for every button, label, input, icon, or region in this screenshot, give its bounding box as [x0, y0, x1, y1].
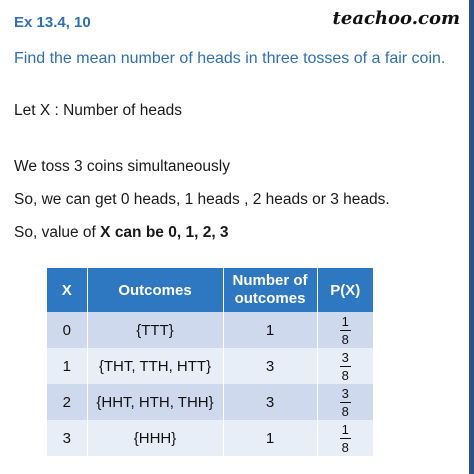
fraction	[340, 387, 351, 418]
table-row	[47, 312, 373, 348]
fraction	[340, 423, 351, 454]
header-x: X	[47, 268, 87, 312]
header-px: P(X)	[317, 268, 373, 312]
table-header-row	[47, 268, 373, 312]
value-line-bold: X can be 0, 1, 2, 3	[100, 224, 229, 241]
fraction	[340, 351, 351, 382]
fraction-numerator: 3	[341, 385, 349, 401]
cell-count: 3	[223, 384, 317, 420]
table-row	[47, 384, 373, 420]
fraction-numerator: 1	[341, 313, 349, 329]
cell-probability	[317, 420, 373, 456]
exercise-heading: Ex 13.4, 10	[14, 14, 91, 31]
cell-probability	[317, 348, 373, 384]
fraction	[340, 315, 351, 346]
cell-outcomes: {TTT}	[87, 312, 223, 348]
fraction-bar	[340, 366, 351, 367]
fraction-numerator: 1	[341, 421, 349, 437]
fraction-bar	[340, 402, 351, 403]
probability-table	[47, 268, 373, 456]
toss-line: We toss 3 coins simultaneously	[14, 158, 230, 175]
value-line-prefix: So, value of	[14, 224, 101, 241]
brand-logo: teachoo.com	[332, 8, 460, 29]
cell-outcomes: {THT, TTH, HTT}	[87, 348, 223, 384]
fraction-denominator: 8	[341, 367, 349, 383]
cell-probability	[317, 384, 373, 420]
fraction-numerator: 3	[341, 349, 349, 365]
header-outcomes: Outcomes	[87, 268, 223, 312]
cell-outcomes: {HHT, HTH, THH}	[87, 384, 223, 420]
cell-count: 1	[223, 420, 317, 456]
fraction-denominator: 8	[341, 403, 349, 419]
value-line	[14, 224, 229, 242]
cell-count: 3	[223, 348, 317, 384]
table-row	[47, 420, 373, 456]
fraction-denominator: 8	[341, 331, 349, 347]
let-x-line: Let X : Number of heads	[14, 102, 183, 119]
fraction-bar	[340, 438, 351, 439]
header-number-of-outcomes: Number of outcomes	[223, 268, 317, 312]
right-edge-bar	[469, 0, 474, 474]
fraction-bar	[340, 330, 351, 331]
cell-count: 1	[223, 312, 317, 348]
cell-x: 1	[47, 348, 87, 384]
fraction-denominator: 8	[341, 439, 349, 455]
cell-x: 0	[47, 312, 87, 348]
cell-outcomes: {HHH}	[87, 420, 223, 456]
table-row	[47, 348, 373, 384]
question-text: Find the mean number of heads in three tosses of a fair coin.	[14, 50, 446, 67]
cell-x: 3	[47, 420, 87, 456]
can-get-line: So, we can get 0 heads, 1 heads , 2 heads or 3 heads.	[14, 191, 390, 208]
cell-probability	[317, 312, 373, 348]
cell-x: 2	[47, 384, 87, 420]
